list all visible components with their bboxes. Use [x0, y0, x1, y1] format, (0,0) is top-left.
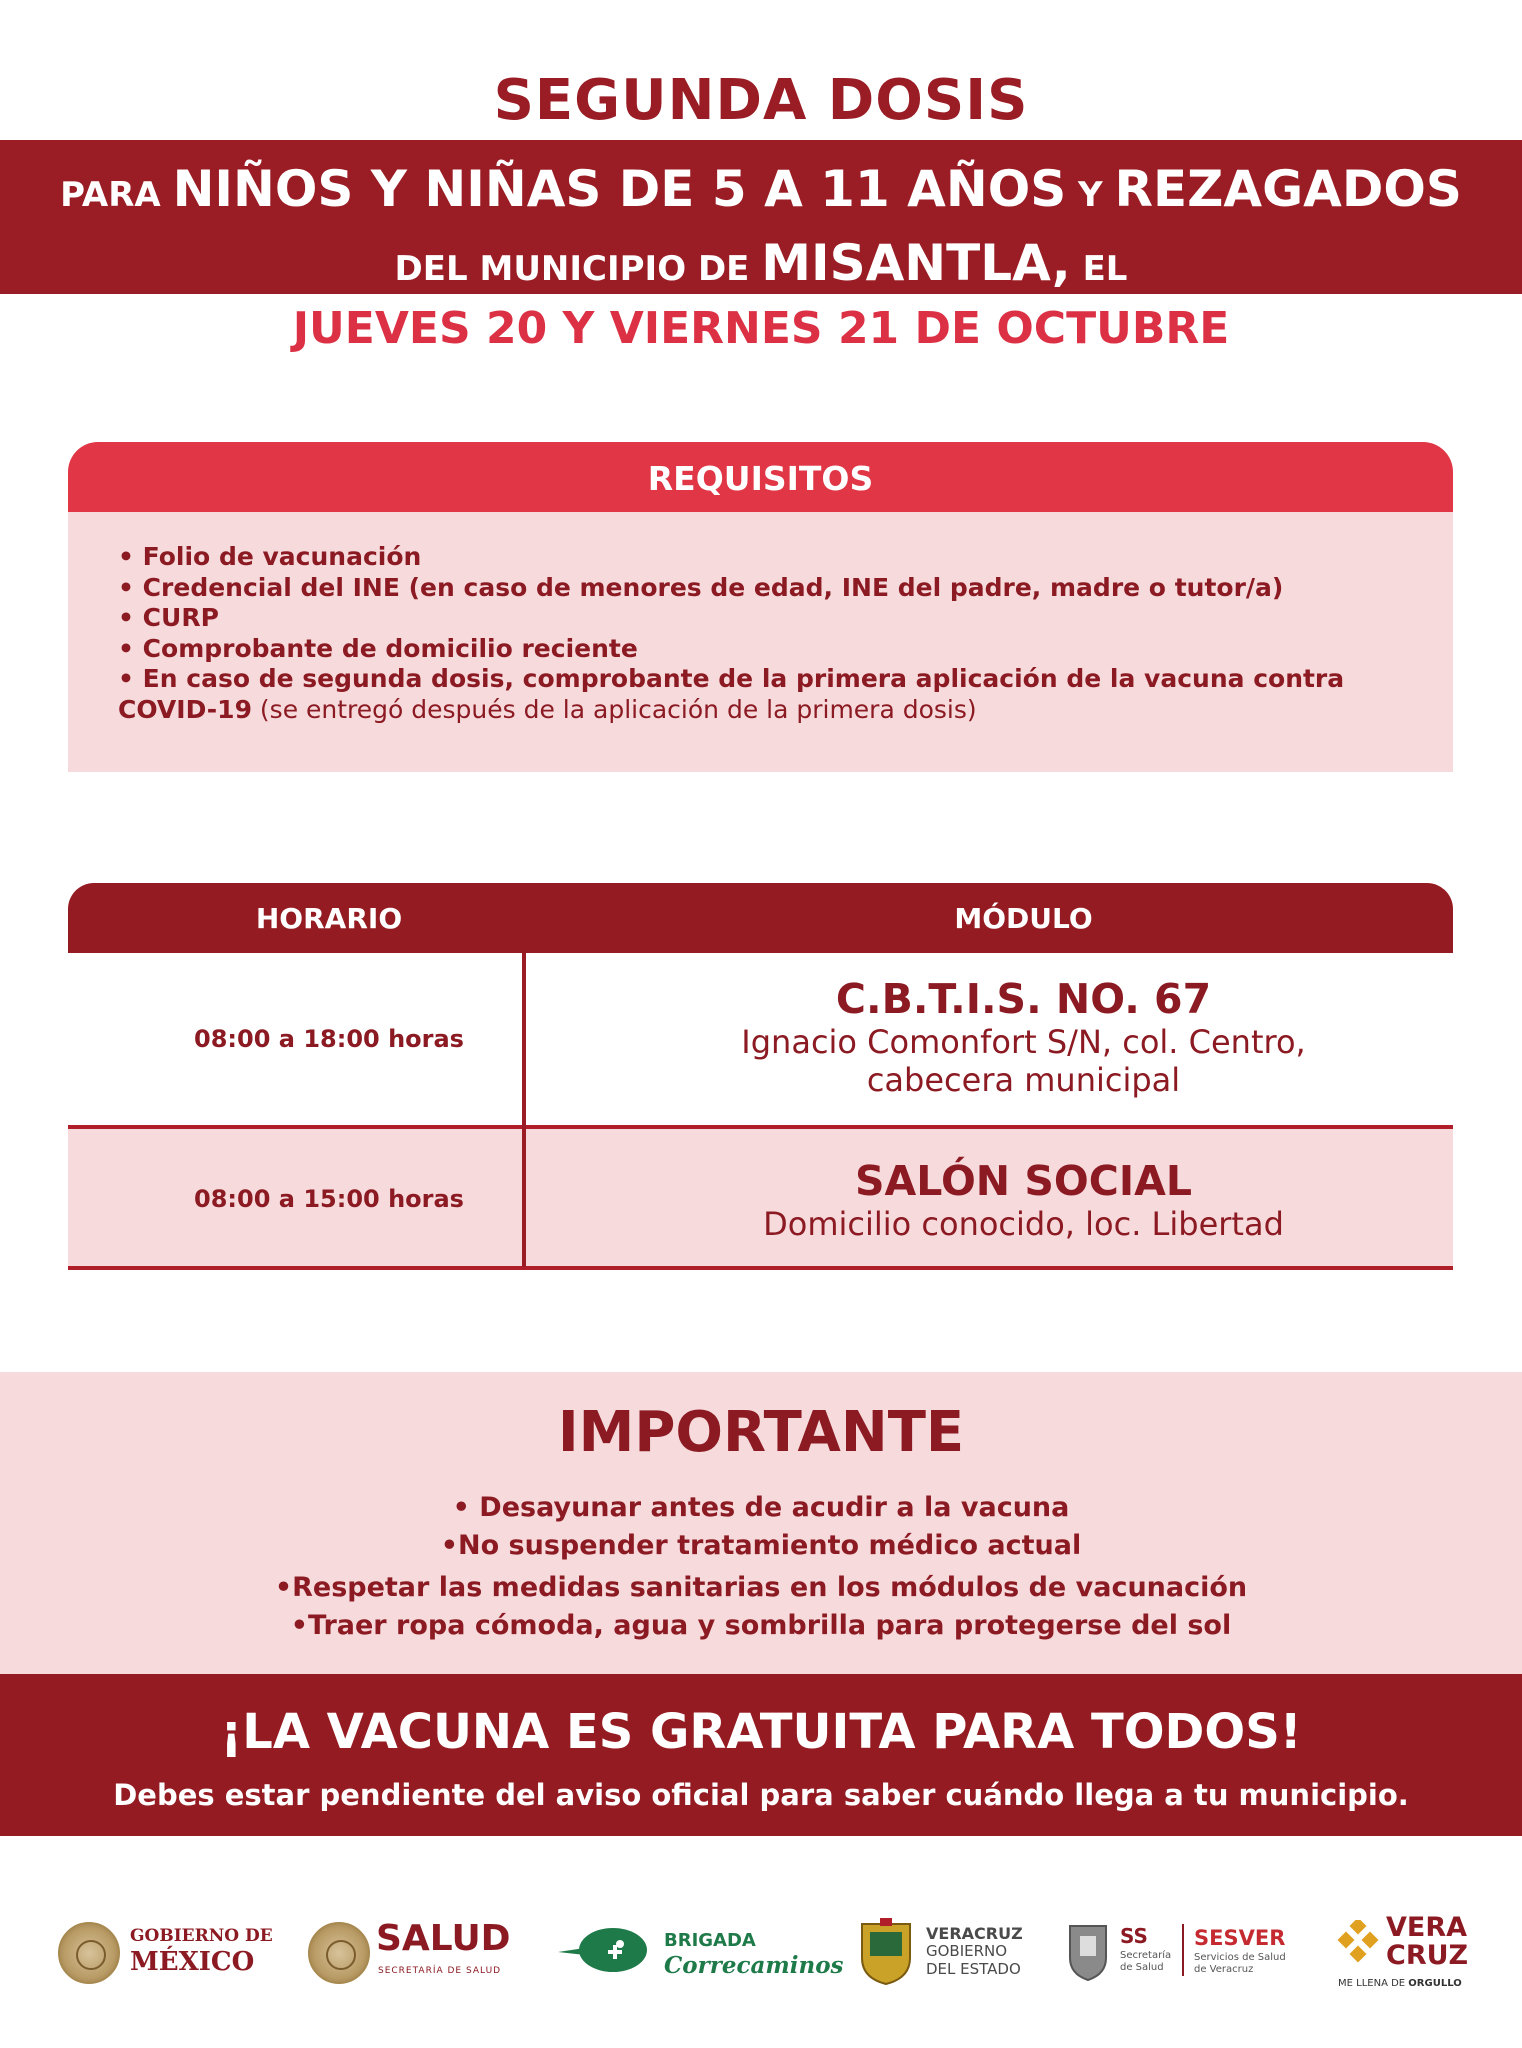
list-item: • Desayunar antes de acudir a la vacuna: [452, 1492, 1070, 1523]
logo-text: VERA: [1386, 1912, 1468, 1943]
veracruz-pattern-icon: [1336, 1920, 1380, 1968]
banner-text: Y: [1066, 175, 1115, 215]
gratuita-banner: [0, 1674, 1522, 1836]
modulo-cell: [594, 975, 1453, 1099]
logo-text: CRUZ: [1386, 1940, 1469, 1971]
veracruz-orgullo-logo: [1336, 1900, 1486, 2010]
logo-text: BRIGADA: [664, 1930, 756, 1951]
list-item: • En caso de segunda dosis, comprobante de la primera aplicación de la vacuna contra: [118, 664, 1345, 693]
logo-text: de Veracruz: [1194, 1964, 1254, 1975]
logo-text: ME LLENA DE ORGULLO: [1338, 1978, 1462, 1989]
logo-text: Secretaría: [1120, 1950, 1172, 1961]
list-item: •No suspender tratamiento médico actual: [440, 1530, 1082, 1561]
logo-text: VERACRUZ: [926, 1924, 1023, 1943]
list-item: COVID-19 (se entregó después de la aplicación de la primera dosis): [118, 694, 977, 724]
requisitos-heading: REQUISITOS: [68, 442, 1453, 512]
banner-text-bold: MISANTLA,: [761, 234, 1071, 292]
logo-text: SESVER: [1194, 1926, 1286, 1950]
importante-heading: IMPORTANTE: [557, 1400, 965, 1465]
horario-cell: 08:00 a 18:00 horas: [194, 1025, 464, 1053]
requisitos-panel: [68, 512, 1453, 772]
title-banner: [0, 140, 1522, 294]
logo-text: SS: [1120, 1924, 1148, 1948]
list-item: •Respetar las medidas sanitarias en los módulos de vacunación: [274, 1572, 1248, 1603]
list-item: • Credencial del INE (en caso de menores de edad, INE del padre, madre o tutor/a): [118, 572, 1284, 602]
modulo-address: cabecera municipal: [866, 1061, 1181, 1099]
table-row: [68, 1129, 1453, 1270]
banner-text: DEL MUNICIPIO DE: [394, 249, 762, 289]
modulo-address: Ignacio Comonfort S/N, col. Centro,: [741, 1023, 1306, 1061]
table-row: [68, 953, 1453, 1129]
logo-text: GOBIERNO: [926, 1942, 1008, 1960]
divider: [1182, 1924, 1184, 1976]
modulo-address: Domicilio conocido, loc. Libertad: [763, 1205, 1284, 1243]
modulo-name: SALÓN SOCIAL: [855, 1157, 1192, 1205]
ss-sesver-logo: [1066, 1900, 1306, 2010]
list-item: • Comprobante de domicilio reciente: [118, 633, 638, 663]
column-divider: [522, 953, 526, 1267]
brigada-correcaminos-logo: [558, 1900, 844, 2010]
banner-line-1: [0, 160, 1522, 218]
importante-panel: [0, 1372, 1522, 1674]
banner-text: PARA: [60, 175, 173, 215]
table-header: [68, 883, 1453, 953]
logo-text: de Salud: [1120, 1962, 1164, 1973]
list-item: •Traer ropa cómoda, agua y sombrilla para protegerse del sol: [290, 1610, 1232, 1641]
banner-line-2: [0, 234, 1522, 292]
banner-text-bold: NIÑOS Y NIÑAS DE 5 A 11 AÑOS: [172, 160, 1067, 218]
requisitos-list: [118, 542, 1398, 725]
list-item: • CURP: [118, 603, 219, 632]
logo-text: SECRETARÍA DE SALUD: [378, 1966, 502, 1976]
logo-text: Servicios de Salud: [1194, 1952, 1286, 1963]
logo-text: GOBIERNO DE: [130, 1926, 273, 1946]
logo-text: SALUD: [376, 1918, 511, 1959]
gratuita-title: ¡LA VACUNA ES GRATUITA PARA TODOS!: [220, 1704, 1302, 1760]
salud-logo: [308, 1900, 538, 2010]
column-header-modulo: MÓDULO: [954, 902, 1093, 935]
eagle-seal-icon: [58, 1922, 120, 1984]
modulo-name: C.B.T.I.S. NO. 67: [835, 975, 1212, 1023]
veracruz-shield-icon: [858, 1918, 914, 1986]
logo-strip: [0, 1900, 1522, 2010]
ss-emblem-icon: [1066, 1922, 1110, 1982]
page-title: SEGUNDA DOSIS: [493, 68, 1029, 133]
list-item: • Folio de vacunación: [118, 542, 422, 571]
banner-text: EL: [1070, 249, 1128, 289]
gobierno-mexico-logo: [58, 1900, 278, 2010]
modulo-cell: [594, 1157, 1453, 1243]
logo-text: Correcaminos: [664, 1952, 844, 1979]
eagle-seal-icon: [308, 1922, 370, 1984]
logo-text: DEL ESTADO: [926, 1960, 1021, 1978]
banner-text-bold: REZAGADOS: [1114, 160, 1462, 218]
roadrunner-icon: [558, 1918, 658, 1988]
horario-cell: 08:00 a 15:00 horas: [194, 1185, 464, 1213]
column-header-horario: HORARIO: [255, 902, 403, 935]
event-dates: JUEVES 20 Y VIERNES 21 DE OCTUBRE: [292, 303, 1230, 354]
gratuita-subtitle: Debes estar pendiente del aviso oficial para saber cuándo llega a tu municipio.: [113, 1778, 1409, 1812]
veracruz-gobierno-logo: [858, 1900, 1038, 2010]
logo-text: MÉXICO: [130, 1947, 255, 1977]
